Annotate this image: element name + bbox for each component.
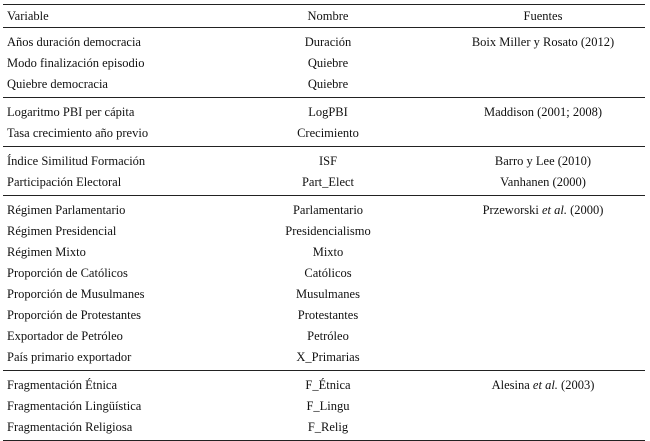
table-row	[3, 102, 645, 123]
cell-nombre: Protestantes	[297, 308, 359, 322]
cell-variable: Régimen Mixto	[7, 245, 86, 259]
table-group-democracia	[3, 28, 645, 97]
cell-nombre: Crecimiento	[297, 126, 359, 140]
cell-nombre: Musulmanes	[296, 287, 360, 301]
cell-variable: Régimen Parlamentario	[7, 203, 126, 217]
cell-variable: Modo finalización episodio	[7, 56, 145, 70]
cell-fuente: Barro y Lee (2010)	[494, 154, 592, 168]
cell-variable: Tasa crecimiento año previo	[7, 126, 149, 140]
table-row	[3, 284, 645, 305]
table-row	[3, 221, 645, 242]
cell-fuente	[423, 375, 650, 396]
table-row	[3, 417, 645, 438]
table-row	[3, 172, 645, 193]
cell-fuente: Vanhanen (2000)	[500, 175, 586, 189]
cell-fuente	[423, 200, 650, 221]
cell-nombre: X_Primarias	[296, 350, 360, 364]
cell-variable: Proporción de Musulmanes	[7, 287, 145, 301]
cell-nombre: Presidencialismo	[285, 224, 371, 238]
cell-variable: Quiebre democracia	[7, 77, 108, 91]
cell-fuente-author: Przeworski	[482, 203, 542, 217]
table-row	[3, 305, 645, 326]
cell-nombre: Parlamentario	[292, 203, 364, 217]
cell-variable: Participación Electoral	[7, 175, 122, 189]
table-row	[3, 74, 645, 95]
cell-variable: Índice Similitud Formación	[7, 154, 146, 168]
cell-variable: País primario exportador	[7, 350, 132, 364]
cell-fuente-author: Alesina	[491, 378, 533, 392]
cell-fuente-year: (2000)	[566, 203, 604, 217]
cell-variable: Régimen Presidencial	[7, 224, 117, 238]
cell-variable: Logaritmo PBI per cápita	[7, 105, 135, 119]
table-row	[3, 375, 645, 396]
table-row	[3, 326, 645, 347]
table-row	[3, 53, 645, 74]
table-row	[3, 200, 645, 221]
cell-nombre: Part_Elect	[301, 175, 355, 189]
cell-variable: Fragmentación Religiosa	[7, 420, 133, 434]
cell-fuente-year: (2003)	[557, 378, 595, 392]
table-group-regimen	[3, 196, 645, 370]
table-row	[3, 151, 645, 172]
cell-nombre: Petróleo	[307, 329, 349, 343]
cell-variable: Proporción de Católicos	[7, 266, 128, 280]
header-fuentes: Fuentes	[523, 9, 563, 23]
table-row	[3, 396, 645, 417]
cell-nombre: Quiebre	[307, 56, 349, 70]
cell-nombre: Mixto	[312, 245, 344, 259]
cell-variable: Fragmentación Lingüística	[7, 399, 142, 413]
header-nombre: Nombre	[307, 9, 349, 23]
header-variable: Variable	[7, 9, 49, 23]
table-header-row	[3, 5, 645, 27]
table-group-economia	[3, 98, 645, 146]
table-row	[3, 347, 645, 368]
table-group-social	[3, 147, 645, 195]
cell-fuente: Boix Miller y Rosato (2012)	[471, 35, 615, 49]
cell-fuente: Maddison (2001; 2008)	[483, 105, 603, 119]
variables-table	[3, 4, 645, 441]
cell-nombre: ISF	[318, 154, 338, 168]
cell-nombre: Quiebre	[307, 77, 349, 91]
cell-variable: Proporción de Protestantes	[7, 308, 142, 322]
cell-nombre: LogPBI	[308, 105, 348, 119]
cell-fuente-etal: et al.	[532, 378, 558, 392]
cell-nombre: F_Étnica	[305, 378, 351, 392]
cell-fuente-etal: et al.	[541, 203, 567, 217]
cell-variable: Años duración democracia	[7, 35, 141, 49]
table-row	[3, 32, 645, 53]
table-row	[3, 263, 645, 284]
cell-nombre: Duración	[304, 35, 352, 49]
cell-nombre: Católicos	[304, 266, 352, 280]
cell-nombre: F_Lingu	[306, 399, 350, 413]
cell-nombre: F_Relig	[307, 420, 349, 434]
table-row	[3, 123, 645, 144]
table-row	[3, 242, 645, 263]
cell-variable: Fragmentación Étnica	[7, 378, 118, 392]
cell-variable: Exportador de Petróleo	[7, 329, 123, 343]
